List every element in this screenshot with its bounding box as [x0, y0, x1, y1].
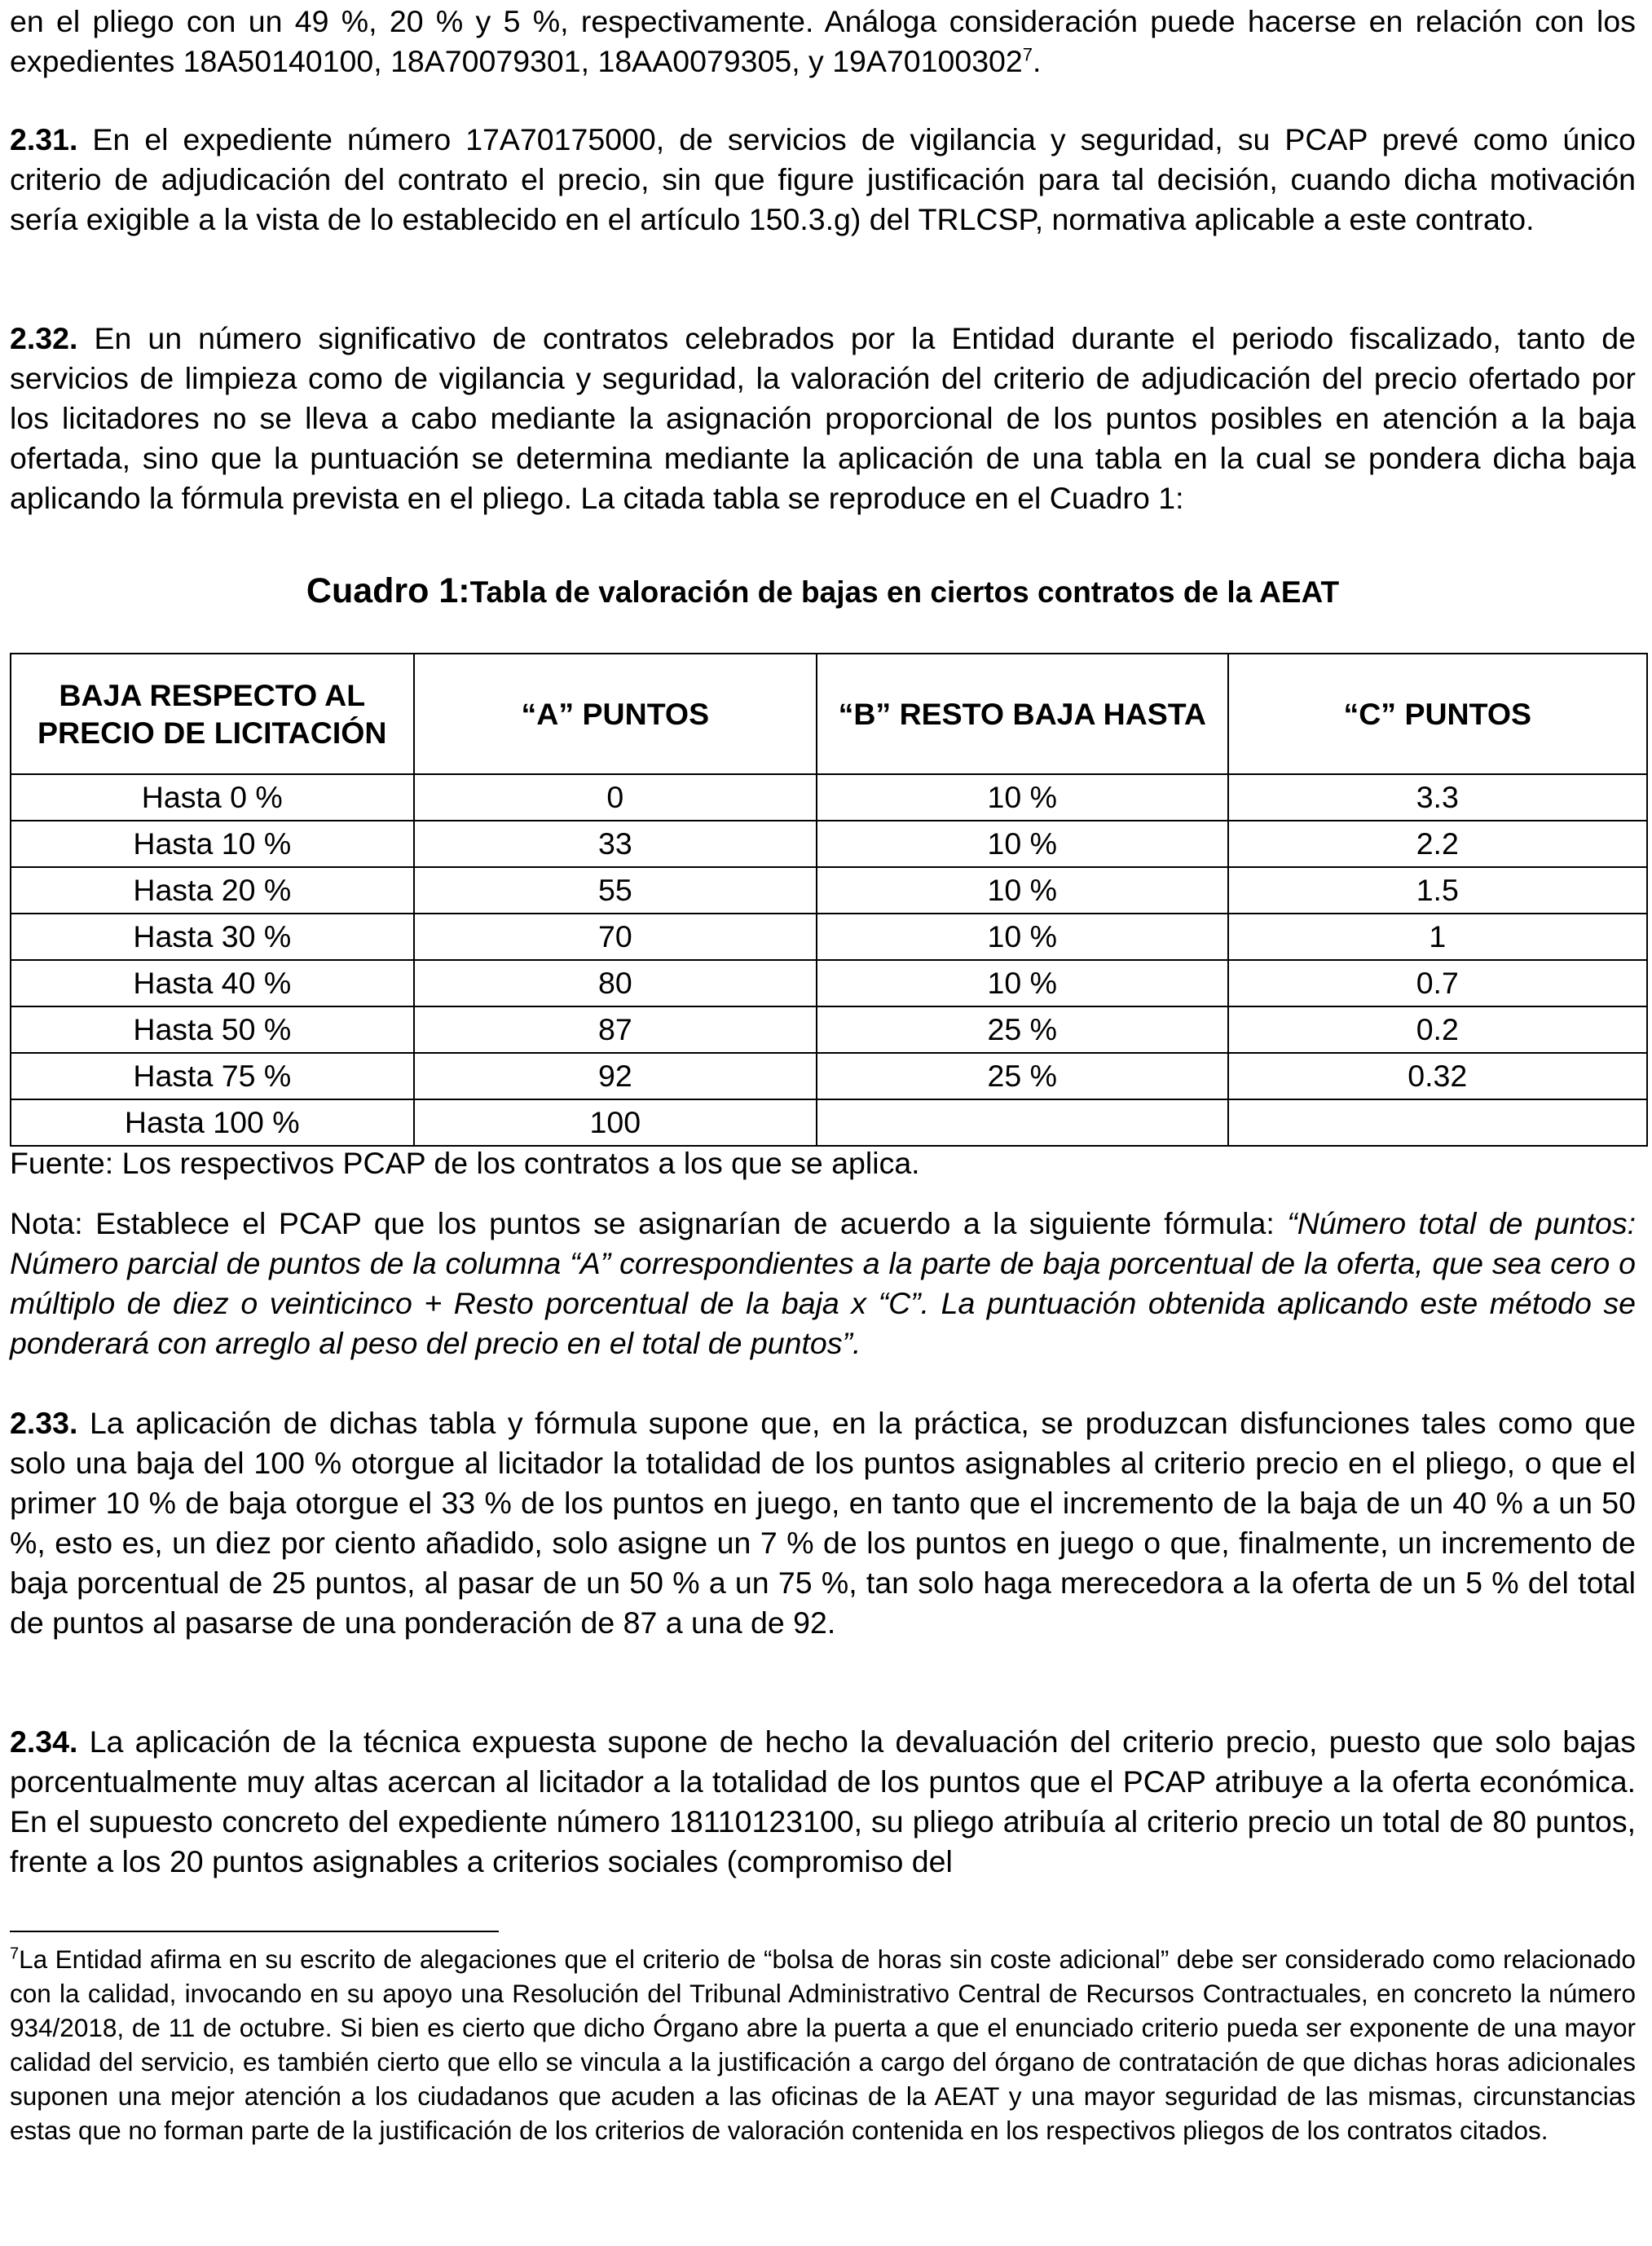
table-cell: 3.3	[1228, 774, 1647, 821]
table-cell: 70	[414, 914, 817, 960]
table-cell: Hasta 10 %	[11, 821, 414, 867]
table-cell: 80	[414, 960, 817, 1006]
paragraph-text: En un número significativo de contratos celebrados por la Entidad durante el periodo fiscalizado, tanto de servicios de limpieza como de vigilancia y seguridad, la valoración del criterio de adjudicación del precio ofertado por los licitadores no se lleva a cabo mediante la asignación proporcional de los puntos posibles en atención a la baja ofertada, sino que la puntuación se determina mediante la aplicación de una tabla en la cual se pondera dicha baja aplicando la fórmula prevista en el pliego. La citada tabla se reproduce en el Cuadro 1:	[10, 321, 1636, 515]
table-cell	[817, 1099, 1227, 1146]
paragraph-text: En el expediente número 17A70175000, de servicios de vigilancia y seguridad, su PCAP prevé como único criterio de adjudicación del contrato el precio, sin que figure justificación para tal decisión, cuando dicha motivación sería exigible a la vista de lo establecido en el artículo 150.3.g) del TRLCSP, normativa aplicable a este contrato.	[10, 122, 1636, 236]
table-cell: 1.5	[1228, 867, 1647, 914]
table-cell: Hasta 100 %	[11, 1099, 414, 1146]
paragraph-text: La aplicación de la técnica expuesta supone de hecho la devaluación del criterio precio, puesto que solo bajas porcentualmente muy altas acercan al licitador a la totalidad de los puntos que el PCAP atribuye a la oferta económica. En el supuesto concreto del expediente número 18110123100, su pliego atribuía al criterio precio un total de 80 puntos, frente a los 20 puntos asignables a criterios sociales (compromiso del	[10, 1724, 1636, 1878]
header-cell: “C” PUNTOS	[1228, 654, 1647, 774]
paragraph-end: .	[1033, 44, 1042, 78]
table-cell: Hasta 50 %	[11, 1006, 414, 1053]
header-cell: “B” RESTO BAJA HASTA	[817, 654, 1227, 774]
footnote-reference[interactable]: 7	[1022, 44, 1033, 65]
table-cell: 0.2	[1228, 1006, 1647, 1053]
table-cell: 87	[414, 1006, 817, 1053]
table-cell: 10 %	[817, 774, 1227, 821]
note-formula-quote: “Número total de puntos: Número parcial de puntos de la columna “A” correspondientes a la parte de baja porcentual de la oferta, que sea cero o múltiplo de diez o veinticinco + Resto porcentual de la baja x “C”. La puntuación obtenida aplicando este método se ponderará con arreglo al peso del precio en el total de puntos”.	[10, 1206, 1636, 1360]
table-cell: 10 %	[817, 867, 1227, 914]
table-header-row	[11, 654, 1647, 774]
footnote-text: La Entidad afirma en su escrito de alegaciones que el criterio de “bolsa de horas sin coste adicional” debe ser considerado como relacionado con la calidad, invocando en su apoyo una Resolución del Tribunal Administrativo Central de Recursos Contractuales, en concreto la número 934/2018, de 11 de octubre. Si bien es cierto que dicho Órgano abre la puerta a que el enunciado criterio pueda ser exponente de una mayor calidad del servicio, es también cierto que ello se vincula a la justificación a cargo del órgano de contratación de que dichas horas adicionales suponen una mejor atención a los ciudadanos que acuden a las oficinas de la AEAT y una mayor seguridad de las mismas, circunstancias estas que no forman parte de la justificación de los criterios de valoración contenida en los respectivos pliegos de los contratos citados.	[10, 1944, 1636, 2145]
table-cell: 10 %	[817, 821, 1227, 867]
table-cell: Hasta 75 %	[11, 1053, 414, 1099]
table-cell	[1228, 1099, 1647, 1146]
header-cell: BAJA RESPECTO AL PRECIO DE LICITACIÓN	[11, 654, 414, 774]
table-row	[11, 774, 1647, 821]
table-cell: Hasta 30 %	[11, 914, 414, 960]
footnote-7	[10, 1942, 1636, 2147]
table-cell: 0.32	[1228, 1053, 1647, 1099]
table-cell: 10 %	[817, 960, 1227, 1006]
table-cell: 25 %	[817, 1006, 1227, 1053]
table-cell: Hasta 20 %	[11, 867, 414, 914]
table-row	[11, 914, 1647, 960]
table-row	[11, 1053, 1647, 1099]
table-row	[11, 821, 1647, 867]
paragraph-2-31	[10, 120, 1636, 240]
paragraph-text: en el pliego con un 49 %, 20 % y 5 %, respectivamente. Análoga consideración puede hacerse en relación con los expedientes 18A50140100, 18A70079301, 18AA0079305, y 19A70100302	[10, 4, 1636, 78]
paragraph-number: 2.33.	[10, 1406, 78, 1440]
table-row	[11, 1099, 1647, 1146]
footnote-separator	[10, 1931, 499, 1932]
header-cell: “A” PUNTOS	[414, 654, 817, 774]
table-cell: 0	[414, 774, 817, 821]
table-cell: 25 %	[817, 1053, 1227, 1099]
table-cell: 10 %	[817, 914, 1227, 960]
paragraph-2-32	[10, 319, 1636, 518]
paragraph-2-34	[10, 1722, 1636, 1882]
table-cell: Hasta 40 %	[11, 960, 414, 1006]
caption-label: Cuadro 1:	[306, 571, 470, 610]
footnote-marker: 7	[10, 1944, 20, 1963]
table-cell: 92	[414, 1053, 817, 1099]
table-source: Fuente: Los respectivos PCAP de los contratos a los que se aplica.	[10, 1146, 920, 1180]
valuation-table	[10, 653, 1648, 1147]
table-cell: 55	[414, 867, 817, 914]
paragraph-continuation	[10, 2, 1636, 81]
table-cell: 100	[414, 1099, 817, 1146]
table-note	[10, 1204, 1636, 1363]
table-caption	[10, 570, 1636, 613]
paragraph-text: La aplicación de dichas tabla y fórmula supone que, en la práctica, se produzcan disfunciones tales como que solo una baja del 100 % otorgue al licitador la totalidad de los puntos asignables al criterio precio en el pliego, o que el primer 10 % de baja otorgue el 33 % de los puntos en juego, en tanto que el incremento de la baja de un 40 % a un 50 %, esto es, un diez por ciento añadido, solo asigne un 7 % de los puntos en juego o que, finalmente, un incremento de baja porcentual de 25 puntos, al pasar de un 50 % a un 75 %, tan solo haga merecedora a la oferta de un 5 % del total de puntos al pasarse de una ponderación de 87 a una de 92.	[10, 1406, 1636, 1640]
table-row	[11, 960, 1647, 1006]
table-row	[11, 867, 1647, 914]
table-cell: 2.2	[1228, 821, 1647, 867]
table-cell: Hasta 0 %	[11, 774, 414, 821]
table-cell: 1	[1228, 914, 1647, 960]
note-lead: Nota: Establece el PCAP que los puntos se asignarían de acuerdo a la siguiente fórmula:	[10, 1206, 1288, 1240]
paragraph-2-33	[10, 1403, 1636, 1643]
table-row	[11, 1006, 1647, 1053]
table-cell: 33	[414, 821, 817, 867]
paragraph-number: 2.31.	[10, 122, 78, 156]
paragraph-number: 2.32.	[10, 321, 78, 355]
paragraph-number: 2.34.	[10, 1724, 78, 1759]
caption-title: Tabla de valoración de bajas en ciertos contratos de la AEAT	[469, 575, 1340, 609]
table-cell: 0.7	[1228, 960, 1647, 1006]
